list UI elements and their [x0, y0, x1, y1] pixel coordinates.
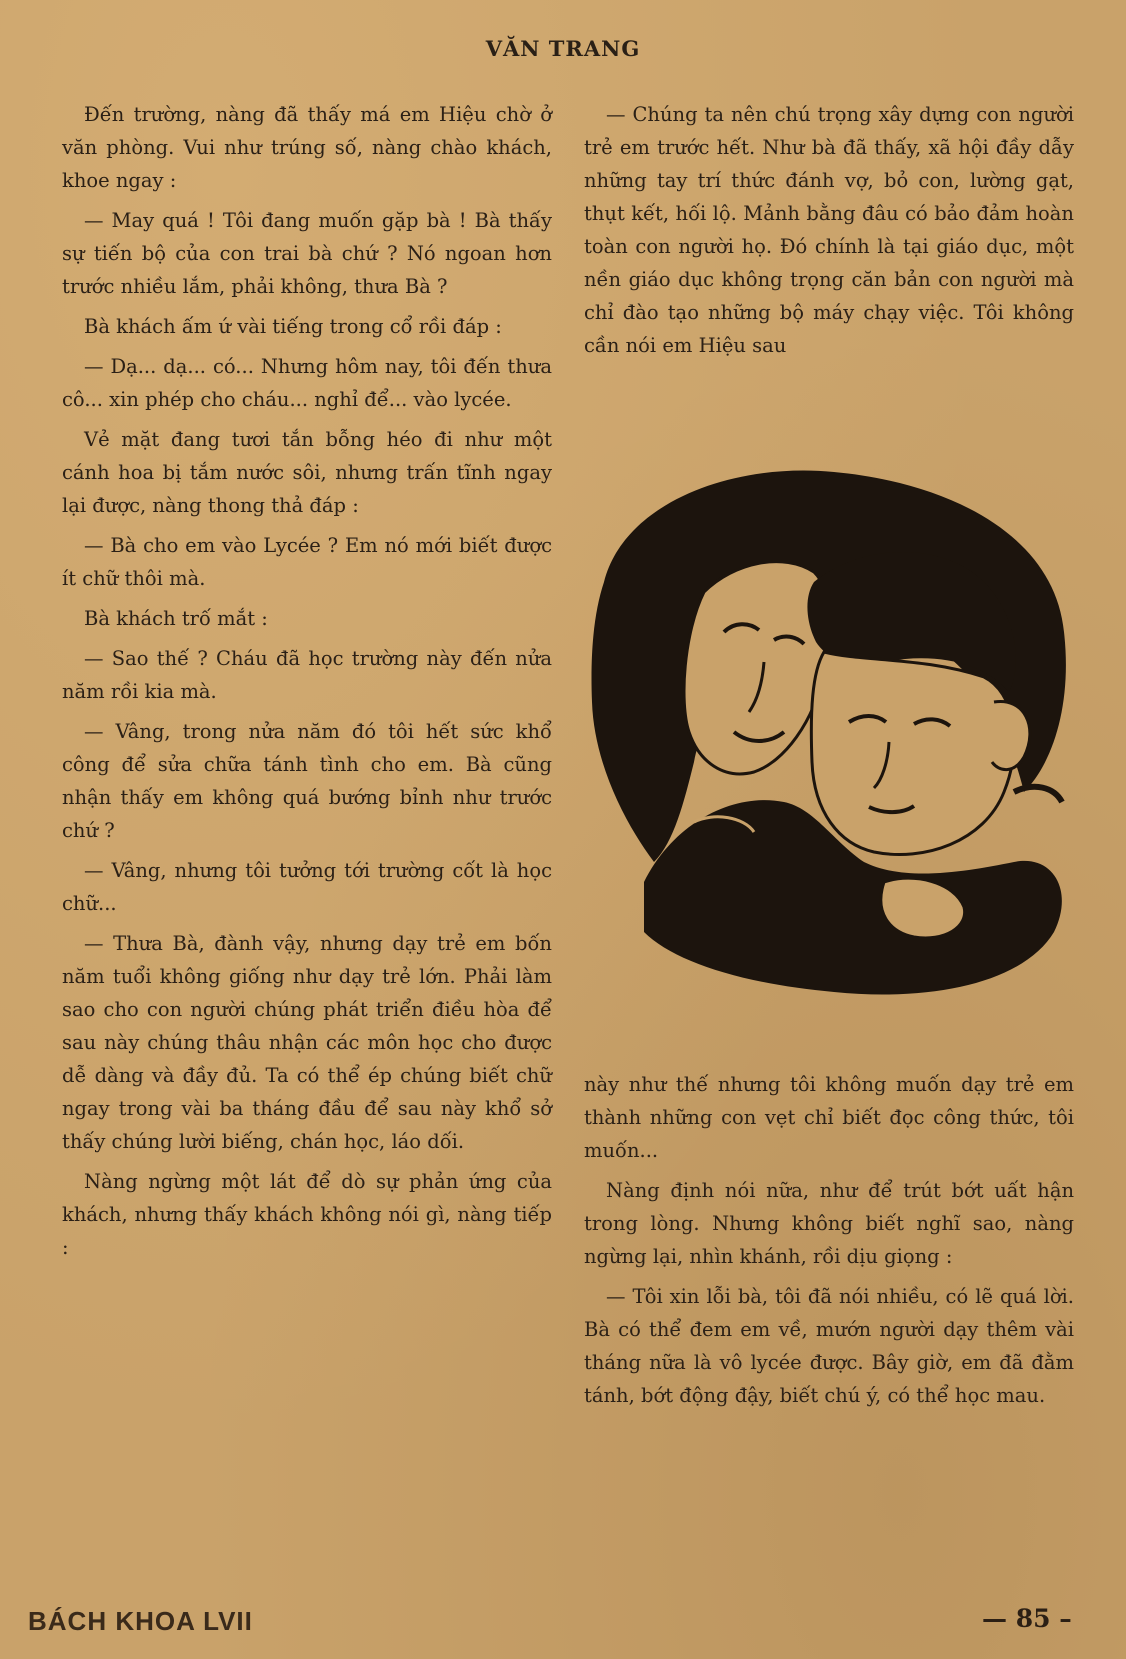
magazine-name: BÁCH KHOA LVII	[28, 1606, 253, 1636]
right-column-top	[584, 98, 1074, 369]
paragraph: — Sao thế ? Cháu đã học trường này đến nửa năm rồi kia mà.	[62, 647, 552, 703]
page-number: — 85 –	[982, 1604, 1072, 1633]
running-head: VĂN TRANG	[485, 36, 641, 61]
paragraph: Nàng định nói nữa, như để trút bớt uất hận trong lòng. Nhưng không biết nghĩ sao, nàng ngừng lại, nhìn khánh, rồi dịu giọng :	[584, 1179, 1074, 1268]
paragraph: — Vâng, nhưng tôi tưởng tới trường cốt là học chữ...	[62, 859, 552, 915]
paragraph: — May quá ! Tôi đang muốn gặp bà ! Bà thấy sự tiến bộ của con trai bà chứ ? Nó ngoan hơn trước nhiều lắm, phải không, thưa Bà ?	[62, 209, 552, 298]
paragraph: Đến trường, nàng đã thấy má em Hiệu chờ ở văn phòng. Vui như trúng số, nàng chào khách, khoe ngay :	[62, 103, 552, 192]
mother-child-illustration	[584, 462, 1084, 1022]
paragraph: này như thế nhưng tôi không muốn dạy trẻ em thành những con vẹt chỉ biết đọc công thức, tôi muốn...	[584, 1073, 1074, 1162]
paragraph: Bà khách ấm ứ vài tiếng trong cổ rồi đáp :	[84, 315, 502, 338]
paragraph: Bà khách trố mắt :	[84, 607, 268, 630]
paragraph: Nàng ngừng một lát để dò sự phản ứng của khách, nhưng thấy khách không nói gì, nàng tiếp :	[62, 1170, 552, 1259]
paragraph: — Chúng ta nên chú trọng xây dựng con người trẻ em trước hết. Như bà đã thấy, xã hội đầy dẫy những tay trí thức đánh vợ, bỏ con, lường gạt, thụt kết, hối lộ. Mảnh bằng đâu có bảo đảm hoàn toàn con người họ. Đó chính là tại giáo dục, một nền giáo dục không trọng căn bản con người mà chỉ đào tạo những bộ máy chạy việc. Tôi không cần nói em Hiệu sau	[584, 103, 1074, 357]
paragraph: Vẻ mặt đang tươi tắn bỗng héo đi như một cánh hoa bị tắm nước sôi, nhưng trấn tĩnh ngay lại được, nàng thong thả đáp :	[62, 428, 552, 517]
paragraph: — Bà cho em vào Lycée ? Em nó mới biết được ít chữ thôi mà.	[62, 534, 552, 590]
paragraph: — Dạ... dạ... có... Nhưng hôm nay, tôi đến thưa cô... xin phép cho cháu... nghỉ để... vào lycée.	[62, 355, 552, 411]
paragraph: — Thưa Bà, đành vậy, nhưng dạy trẻ em bốn năm tuổi không giống như dạy trẻ lớn. Phải làm sao cho con người chúng phát triển điều hòa để sau này chúng thâu nhận các môn học cho được dễ dàng và đầy đủ. Ta có thể ép chúng biết chữ ngay trong vài ba tháng đầu để sau này khổ sở thấy chúng lười biếng, chán học, láo dối.	[62, 932, 552, 1153]
right-column-bottom	[584, 1068, 1074, 1419]
paragraph: — Vâng, trong nửa năm đó tôi hết sức khổ công để sửa chữa tánh tình cho em. Bà cũng nhận thấy em không quá bướng bỉnh như trước chứ ?	[62, 720, 552, 842]
left-column	[62, 98, 552, 1271]
paragraph: — Tôi xin lỗi bà, tôi đã nói nhiều, có lẽ quá lời. Bà có thể đem em về, mướn người dạy thêm vài tháng nữa là vô lycée được. Bây giờ, em đã đằm tánh, bớt động đậy, biết chú ý, có thể học mau.	[584, 1285, 1074, 1407]
